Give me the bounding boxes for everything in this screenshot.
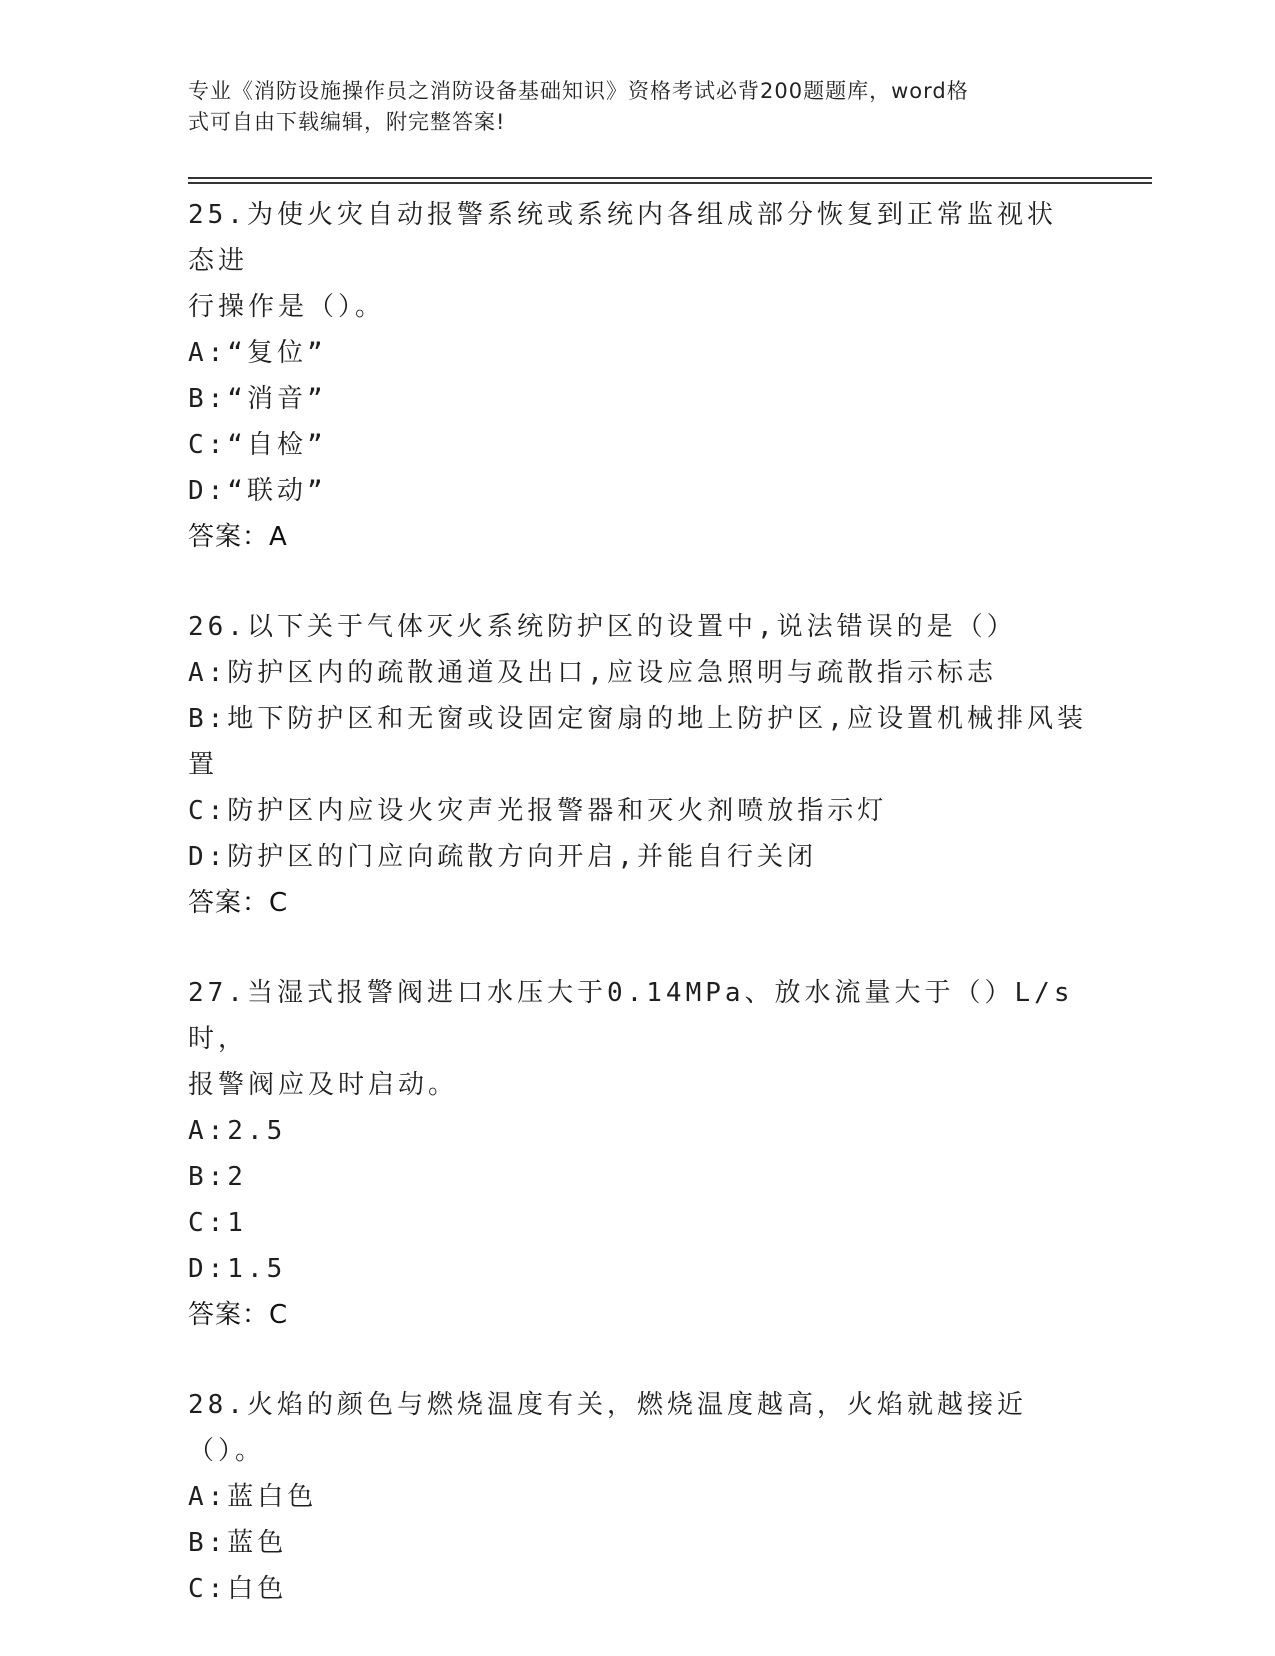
question-27 xyxy=(188,970,1088,1338)
question-stem-line: 27.当湿式报警阀进口水压大于0.14MPa、放水流量大于（）L/s时， xyxy=(188,978,1074,1054)
option-b: B:蓝色 xyxy=(188,1528,288,1558)
option-d: D:“联动” xyxy=(188,476,327,506)
option-b: B:地下防护区和无窗或设固定窗扇的地上防护区,应设置机械排风装 xyxy=(188,704,1087,734)
option-c: C:白色 xyxy=(188,1574,288,1604)
header-line-2: 式可自由下载编辑，附完整答案! xyxy=(188,110,506,134)
question-stem-line: 28.火焰的颜色与燃烧温度有关，燃烧温度越高，火焰就越接近（）。 xyxy=(188,1390,1027,1466)
answer-label: 答案：C xyxy=(188,1300,289,1330)
option-a: A:2.5 xyxy=(188,1116,287,1146)
answer-label: 答案：C xyxy=(188,888,289,918)
header-divider-bottom xyxy=(188,182,1152,184)
option-b: B:2 xyxy=(188,1162,247,1192)
question-25 xyxy=(188,192,1088,560)
option-b: B:“消音” xyxy=(188,384,327,414)
option-c: C:防护区内应设火灾声光报警器和灭火剂喷放指示灯 xyxy=(188,796,888,826)
answer-label: 答案：A xyxy=(188,522,288,552)
document-header xyxy=(188,76,1068,138)
option-a: A:防护区内的疏散通道及出口,应设应急照明与疏散指示标志 xyxy=(188,658,997,688)
header-divider-top xyxy=(188,177,1152,179)
question-list xyxy=(188,192,1088,1656)
option-c: C:“自检” xyxy=(188,430,327,460)
option-b-continuation: 置 xyxy=(188,750,219,780)
option-c: C:1 xyxy=(188,1208,247,1238)
option-d: D:防护区的门应向疏散方向开启,并能自行关闭 xyxy=(188,842,817,872)
question-28 xyxy=(188,1382,1088,1612)
option-a: A:蓝白色 xyxy=(188,1482,318,1512)
option-d: D:1.5 xyxy=(188,1254,287,1284)
question-stem-line: 25.为使火灾自动报警系统或系统内各组成部分恢复到正常监视状态进 xyxy=(188,200,1057,276)
question-stem-line: 报警阀应及时启动。 xyxy=(188,1070,459,1100)
header-line-1: 专业《消防设施操作员之消防设备基础知识》资格考试必背200题题库，word格 xyxy=(188,79,969,103)
option-a: A:“复位” xyxy=(188,338,327,368)
question-stem-line: 26.以下关于气体灭火系统防护区的设置中,说法错误的是（） xyxy=(188,612,1017,642)
question-stem-line: 行操作是（）。 xyxy=(188,292,386,322)
question-26 xyxy=(188,604,1088,926)
